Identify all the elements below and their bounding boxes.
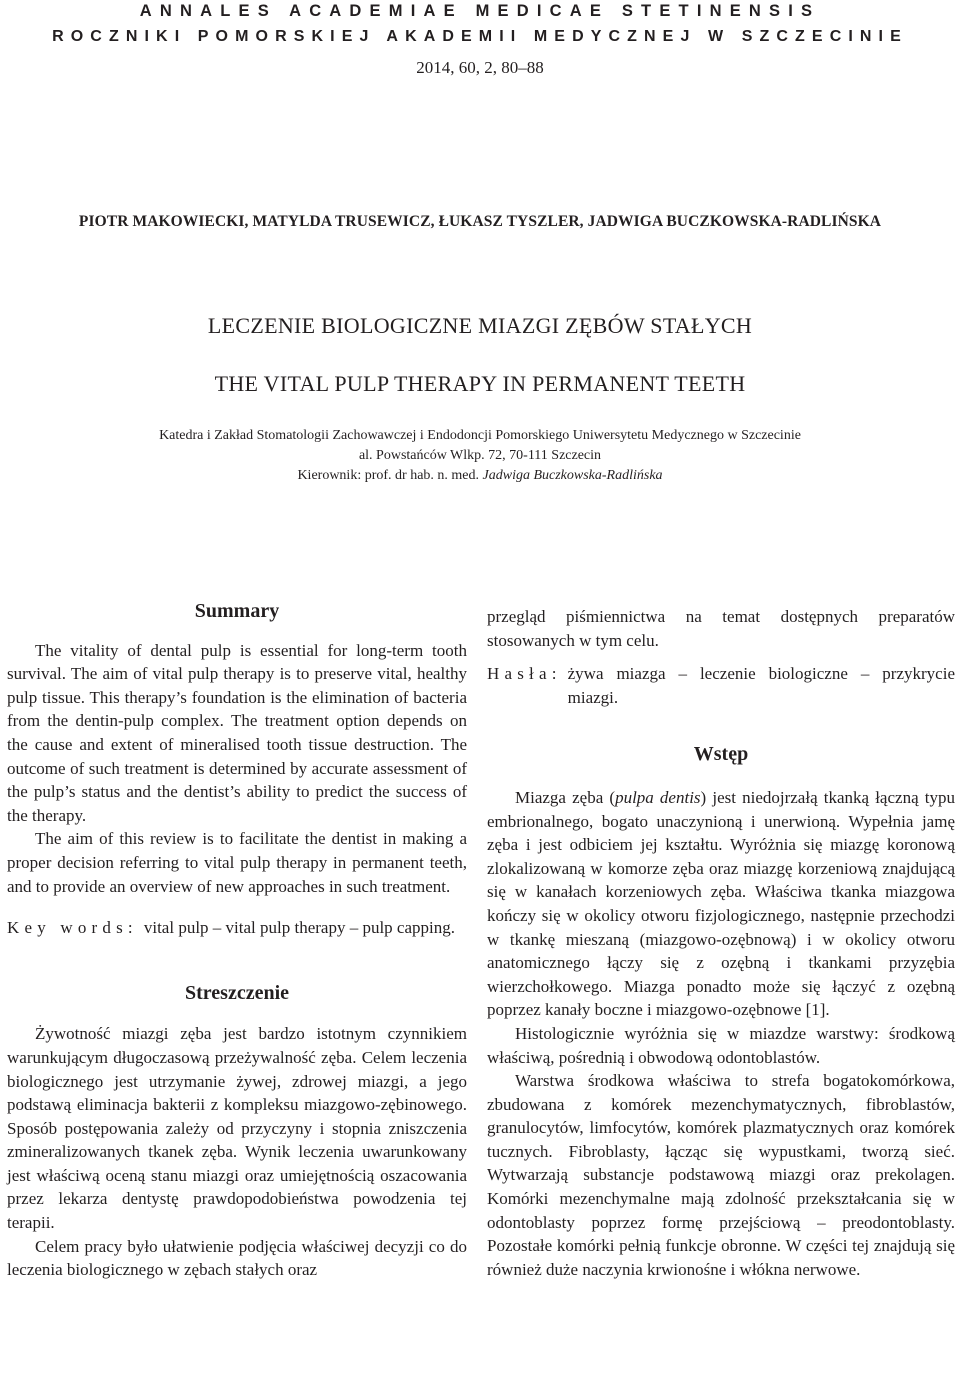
summary-paragraph-1: The vitality of dental pulp is essential for long-term tooth survival. The aim of vital pulp therapy is to preserve vital, healthy pulp tissue. This therapy’s foundation is the elimination of bacteria from the dentin-pulp complex. The treatment option depends on the cause and extent of mineralised tooth tissue destruction. The outcome of such treatment is determined by accurate assessment of the pulp’s status and the dentist’s ability to predict the success of the therapy.	[7, 640, 467, 825]
summary-heading: Summary	[194, 600, 280, 622]
wstep-paragraph-3: Warstwa środkowa właściwa to strefa bogatokomórkowa, zbudowana z komórek mezenchymatycznych, fibroblastów, granulocytów, limfocytów, komórek plazmatycznych oraz komórek tucznych. Fibroblasty, łącząc się wypustkami, tworzą sieć. Wytwarzają substancje podstawową miazgi oraz prekolagen. Komórki mezenchymalne mają zdolność przekształcania się w odontoblasty poprzez formę przejściową – preodontoblasty. Pozostałe komórki pełnią funkcje obronne. W części tej znajdują się również duże naczynia krwionośne i włókna nerwowe.	[487, 1071, 955, 1279]
streszczenie-paragraph-2-continued: przegląd piśmiennictwa na temat dostępnych preparatów stosowanych w tym celu.	[487, 607, 955, 650]
keywords-text: vital pulp – vital pulp therapy – pulp capping.	[143, 918, 455, 938]
streszczenie-paragraph-1: Żywotność miazgi zęba jest bardzo istotnym czynnikiem warunkującym długoczasową przeżywalność zęba. Celem leczenia biologicznego jest utrzymanie żywej, zdrowej miazgi, a jego podstawą eliminacja bakterii z kompleksu miazgowo-zębinowego. Sposób postępowania zależy od przyczyny i stopnia zniszczenia zmineralizowanych tkanek zęba. Wynik leczenia uwarunkowany jest właściwą oceną stanu miazgi oraz umiejętnością oszacowania przez lekarza dentystę prawdopodobieństwa powodzenia tej terapii.	[7, 1024, 467, 1233]
journal-name-latin: ANNALES ACADEMIAE MEDICAE STETINENSIS	[139, 2, 821, 20]
authors: PIOTR MAKOWIECKI, MATYLDA TRUSEWICZ, ŁUKASZ TYSZLER, JADWIGA BUCZKOWSKA-RADLIŃSKA	[78, 213, 882, 230]
wstep-heading: Wstęp	[693, 743, 749, 766]
left-column	[7, 600, 467, 1282]
title-polish: LECZENIE BIOLOGICZNE MIAZGI ZĘBÓW STAŁYCH	[207, 313, 753, 338]
hasla-label: Hasła:	[487, 664, 562, 684]
affiliation-head-label: Kierownik: prof. dr hab. n. med.	[297, 468, 480, 483]
affiliation-head	[0, 468, 960, 484]
streszczenie-paragraph-2: Celem pracy było ułatwienie podjęcia właściwej decyzji co do leczenia biologicznego w zębach stałych oraz	[7, 1236, 467, 1280]
summary-paragraph-2: The aim of this review is to facilitate the dentist in making a proper decision referring to vital pulp therapy in permanent teeth, and to provide an overview of new approaches in such treatment.	[7, 829, 467, 896]
affiliation-address: al. Powstańców Wlkp. 72, 70-111 Szczecin	[358, 448, 602, 463]
title-english: THE VITAL PULP THERAPY IN PERMANENT TEETH	[214, 371, 746, 396]
wstep-p1-start: Miazga zęba (	[515, 787, 616, 807]
wstep-p1-latin-term: pulpa dentis	[615, 787, 701, 807]
journal-name-polish: ROCZNIKI POMORSKIEJ AKADEMII MEDYCZNEJ W SZCZECINIE	[52, 28, 908, 45]
summary-keywords	[7, 916, 467, 940]
streszczenie-keywords	[487, 662, 955, 709]
journal-citation: 2014, 60, 2, 80–88	[416, 58, 544, 77]
wstep-p1-rest: ) jest niedojrzałą tkanką łączną typu embrionalnego, bogato unaczynioną i unerwioną. Wypełnia jamę zęba i jest odbiciem jej kształtu. Wyróżnia się miazgę koronową zlokalizowaną w komorze zęba oraz miazgę korzeniową znajdującą się w kanałach korzeniowych zęba. Właściwa tkanka miazgowa kończy się w okolicy otworu fizjologicznego, następnie przechodzi w tkankę mieszaną (miazgowo-ozębnową) i w okolicy otworu anatomicznego łączy się z ozębną i tkankami przyzębia wierzchołkowego. Miazga ponadto może się łączyć z ozębną poprzez kanały boczne i miazgowo-ozębnowe [1].	[487, 787, 955, 1020]
hasla-text: żywa miazga – leczenie biologiczne – przykrycie miazgi.	[567, 664, 955, 707]
keywords-label: Key words:	[7, 918, 138, 938]
wstep-paragraph-2: Histologicznie wyróżnia się w miazdze warstwy: środkową właściwą, pośrednią i obwodową odontoblastów.	[487, 1023, 955, 1067]
affiliation-head-name: Jadwiga Buczkowska-Radlińska	[482, 468, 663, 483]
streszczenie-heading: Streszczenie	[184, 981, 290, 1004]
right-column	[487, 605, 955, 1281]
affiliation-department: Katedra i Zakład Stomatologii Zachowawczej i Endodoncji Pomorskiego Uniwersytetu Medycznego w Szczecinie	[159, 428, 801, 443]
wstep-paragraph-1	[487, 786, 955, 1022]
